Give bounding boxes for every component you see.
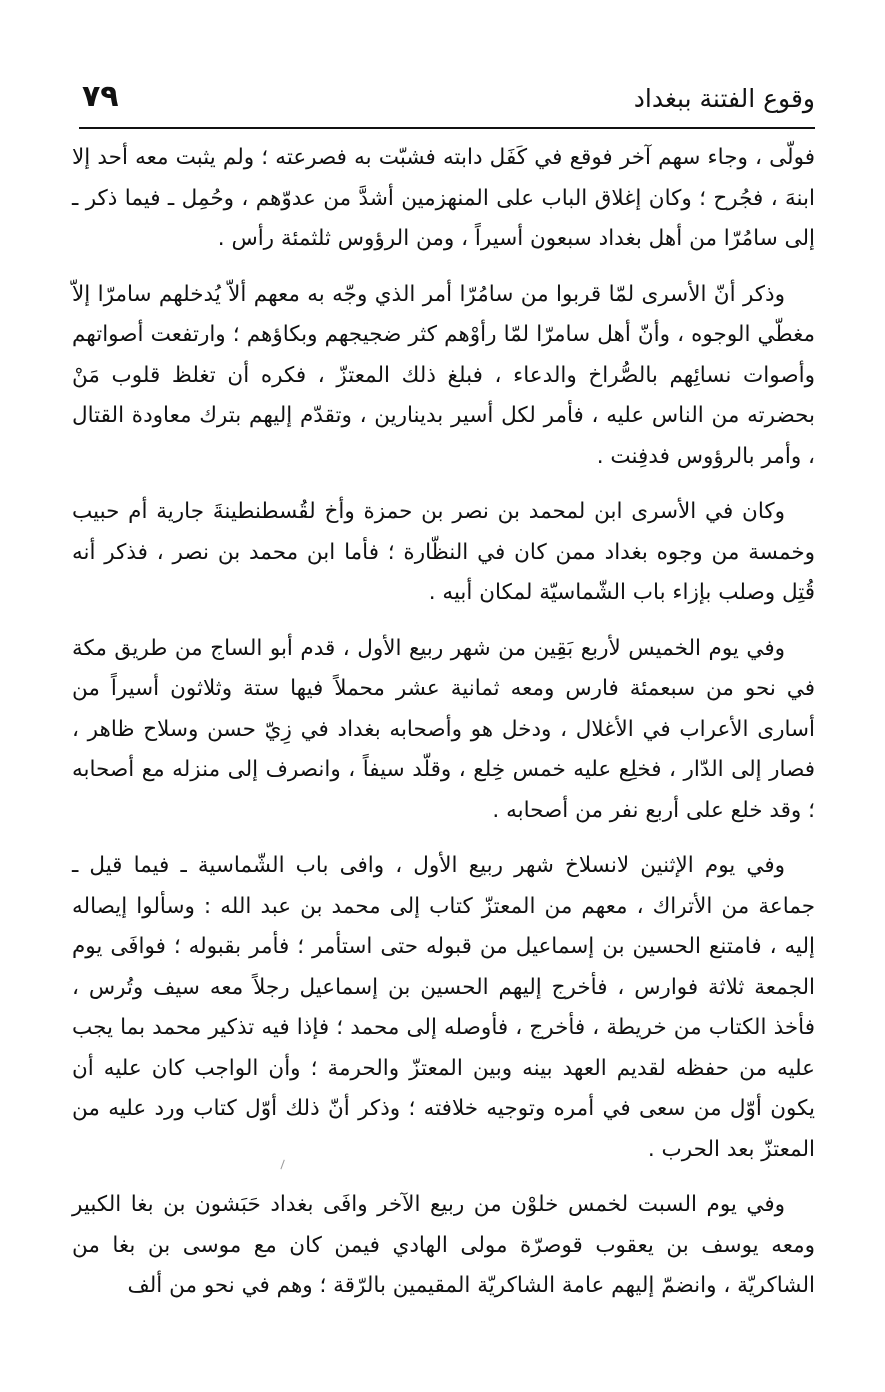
paragraph-1: فولّى ، وجاء سهم آخر فوقع في كَفَل دابته فشبّت به فصرعته ؛ ولم يثبت معه أحد إلا ابنهَ ، فجُرح ؛ وكان إغلاق الباب على المنهزمين أشدَّ من عدوّهم ، وحُمِل ـ فيما ذكر ـ إلى سامُرّا من أهل بغداد سبعون أسيراً ، ومن الرؤوس ثلثمئة رأس . <box>72 145 815 251</box>
paragraph-6: وفي يوم السبت لخمس خلوْن من ربيع الآخر وافَى بغداد حَبَشون بن بغا الكبير ومعه يوسف بن يعقوب قوصرّة مولى الهادي فيمن كان مع موسى بن بغا من الشاكريّة ، وانضمّ إليهم عامة الشاكريّة المقيمين بالرّقة ؛ وهم في نحو من ألف <box>72 1192 815 1298</box>
paragraph-5: وفي يوم الإثنين لانسلاخ شهر ربيع الأول ، وافى باب الشّماسية ـ فيما قيل ـ جماعة من الأتراك ، معهم من المعتزّ كتاب إلى محمد بن عبد الله : وسألوا إيصاله إليه ، فامتنع الحسين بن إسماعيل من قبوله حتى استأمر ؛ فأمر بقبوله ؛ فوافَى يوم الجمعة ثلاثة فوارس ، فأخرج إليهم الحسين بن إسماعيل رجلاً معه سيف وتُرس ، فأخذ الكتاب من خريطة ، فأخرج ، فأوصله إلى محمد ؛ فإذا فيه تذكير محمد بما يجب عليه من حفظه لقديم العهد بينه وبين المعتزّ والحرمة ؛ وأن الواجب كان عليه أن يكون أوّل من سعى في أمره وتوجيه خلافته ؛ وذكر أنّ ذلك أوّل كتاب ورد عليه من المعتزّ بعد الحرب . <box>72 853 815 1162</box>
header-rule <box>79 127 815 129</box>
paragraph-4: وفي يوم الخميس لأربع بَقِين من شهر ربيع الأول ، قدم أبو الساج من طريق مكة في نحو من سبعمئة فارس ومعه ثمانية عشر محملاً فيها ستة وثلاثون أسيراً من أسارى الأعراب في الأغلال ، ودخل هو وأصحابه بغداد في زِيّ حسن وسلاح ظاهر ، فصار إلى الدّار ، فخلِع عليه خمس خِلع ، وقلّد سيفاً ، وانصرف إلى منزله مع أصحابه ؛ وقد خلع على أربع نفر من أصحابه . <box>72 635 815 823</box>
page-number: ٧٩ <box>82 79 119 114</box>
paragraph-2: وذكر أنّ الأسرى لمّا قربوا من سامُرّا أمر الذي وجّه به معهم ألاّ يُدخلهم سامرّا إلاّ مغطّي الوجوه ، وأنّ أهل سامرّا لمّا رأوْهم كثر ضجيجهم وبكاؤهم ؛ وارتفعت أصواتهم وأصوات نسائِهم بالصُّراخ والدعاء ، فبلغ ذلك المعتزّ ، فكره أن تغلظ قلوب مَنْ بحضرته من الناس عليه ، فأمر لكل أسير بدينارين ، وتقدّم إليهم بترك معاودة القتال ، وأمر بالرؤوس فدفِنت . <box>72 281 815 469</box>
running-header <box>82 80 815 116</box>
running-title: وقوع الفتنة ببغداد <box>633 84 815 113</box>
paragraph-3: وكان في الأسرى ابن لمحمد بن نصر بن حمزة وأخ لقُسطنطينةَ جارية أم حبيب وخمسة من وجوه بغداد ممن كان في النظّارة ؛ فأما ابن محمد بن نصر ، فذكر أنه قُتِل وصلب بإزاء باب الشّماسيّة لمكان أبيه . <box>72 499 815 605</box>
body-text <box>72 138 815 1322</box>
